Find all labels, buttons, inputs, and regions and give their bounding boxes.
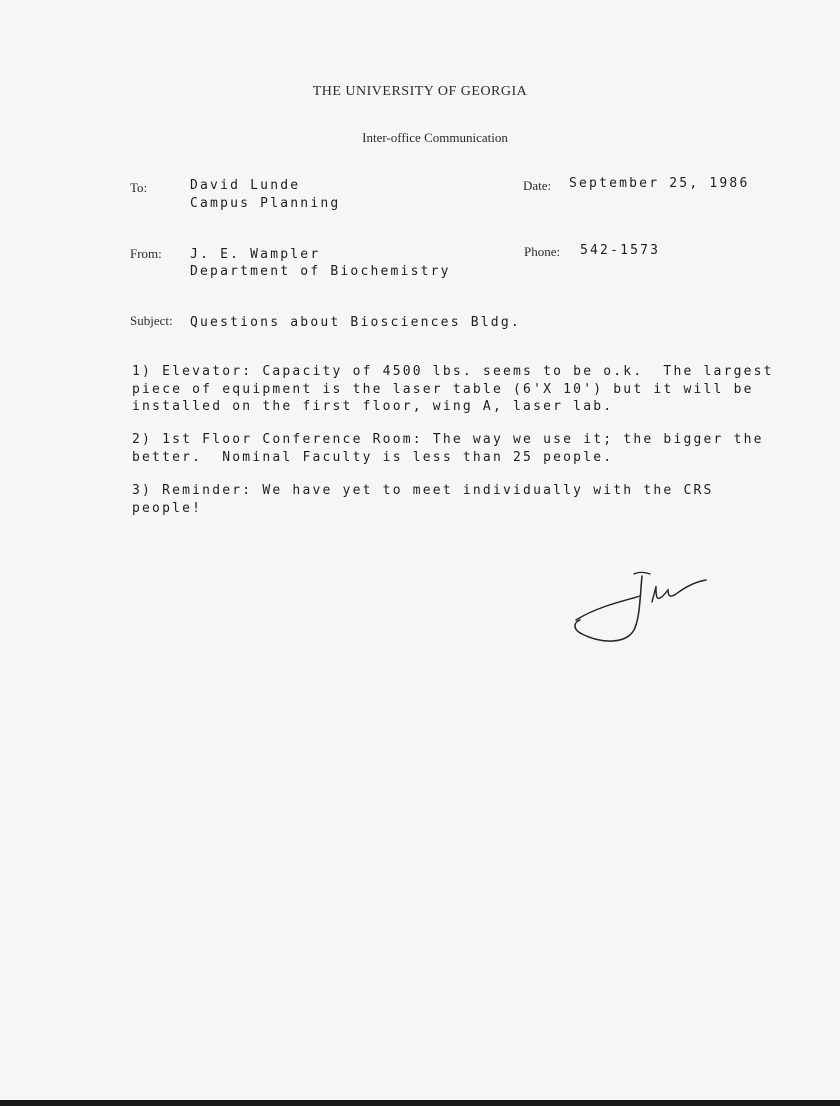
paragraph-conference-room: 2) 1st Floor Conference Room: The way we use it; the bigger the better. Nominal Faculty is less than 25 people.	[132, 432, 764, 465]
phone-value: 542-1573	[580, 243, 661, 258]
form-title: Inter-office Communication	[362, 130, 508, 145]
institution-header: THE UNIVERSITY OF GEORGIA	[312, 84, 528, 99]
phone-label: Phone:	[524, 244, 561, 259]
to-department: Campus Planning	[190, 196, 341, 211]
date-label: Date:	[523, 178, 552, 193]
subject-label: Subject:	[130, 313, 173, 328]
to-name: David Lunde	[190, 178, 301, 193]
paragraph-elevator: 1) Elevator: Capacity of 4500 lbs. seems to be o.k. The largest piece of equipment is the laser table (6'X 10') but it will be installed on the first floor, wing A, laser lab.	[132, 364, 774, 414]
handwritten-signature	[568, 566, 718, 650]
paragraph-reminder: 3) Reminder: We have yet to meet individually with the CRS people!	[132, 483, 714, 516]
subject-value: Questions about Biosciences Bldg.	[190, 315, 521, 330]
from-label: From:	[130, 246, 162, 261]
page-bottom-edge	[0, 1100, 840, 1106]
from-department: Department of Biochemistry	[190, 264, 451, 279]
date-value: September 25, 1986	[569, 176, 750, 191]
from-name: J. E. Wampler	[190, 247, 321, 262]
to-label: To:	[130, 180, 148, 195]
